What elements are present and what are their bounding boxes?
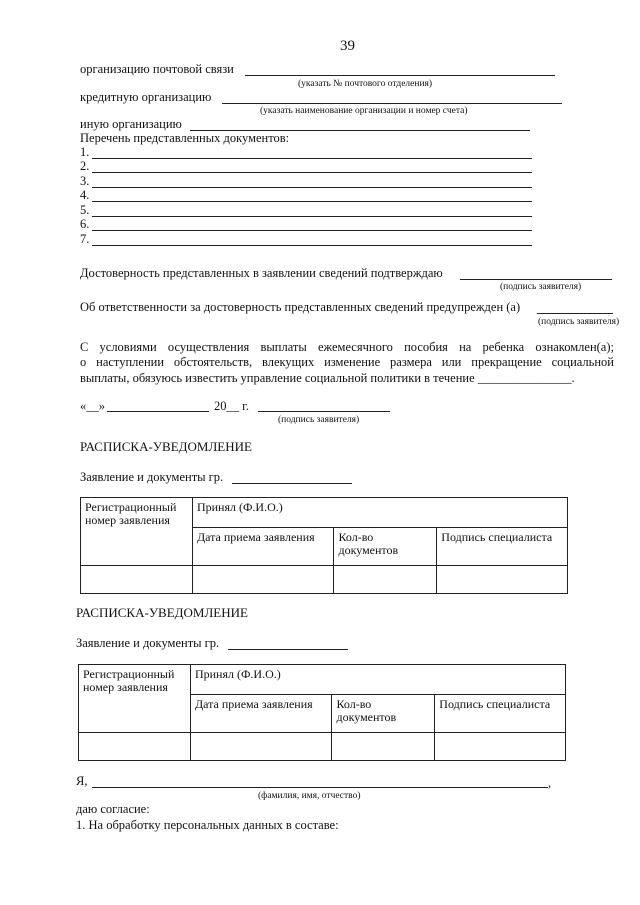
receipt-table (78, 664, 566, 761)
credit-org-caption: (указать наименование организации и номер счета) (260, 106, 468, 116)
credit-org-label: кредитную организацию (80, 90, 212, 104)
date-header: Дата приема заявления (192, 528, 334, 566)
doc-line-2[interactable] (92, 172, 532, 173)
list-item: 2. (80, 159, 90, 173)
receipt-docs-label: Заявление и документы гр. (80, 470, 224, 484)
list-item: 6. (80, 217, 90, 231)
conditions-line-2: о наступлении обстоятельств, влекущих изменение размера или прекращение социальной (80, 355, 614, 369)
list-item: 5. (80, 203, 90, 217)
other-org-label: иную организацию (80, 117, 182, 131)
conditions-line-3: выплаты, обязуюсь известить управление социальной политики в течение _______________. (80, 371, 575, 385)
doc-line-7[interactable] (92, 245, 532, 246)
reg-number-header: Регистрационный номер заявления (81, 498, 193, 566)
sign-cell[interactable] (435, 733, 566, 761)
date-signature-field[interactable] (258, 411, 390, 412)
responsibility-signature-field[interactable] (537, 313, 613, 314)
consent-item-1: 1. На обработку персональных данных в составе: (76, 818, 339, 832)
doc-line-1[interactable] (92, 158, 532, 159)
responsibility-text: Об ответственности за достоверность представленных сведений предупрежден (а) (80, 300, 521, 314)
confirm-text: Достоверность представленных в заявлении сведений подтверждаю (80, 266, 443, 280)
reg-number-header: Регистрационный номер заявления (79, 665, 191, 733)
sign-cell[interactable] (437, 566, 568, 594)
doc-line-5[interactable] (92, 216, 532, 217)
accepted-header: Принял (Ф.И.О.) (190, 665, 565, 695)
reg-number-cell[interactable] (81, 566, 193, 594)
confirm-signature-field[interactable] (460, 279, 612, 280)
conditions-line-1: С условиями осуществления выплаты ежемесячного пособия на ребенка ознакомлен(а); (80, 340, 614, 354)
date-cell[interactable] (192, 566, 334, 594)
sign-header: Подпись специалиста (437, 528, 568, 566)
date-month-field[interactable] (107, 411, 209, 412)
date-caption: (подпись заявителя) (278, 415, 360, 425)
sign-header: Подпись специалиста (435, 695, 566, 733)
credit-org-field[interactable] (222, 103, 562, 104)
responsibility-caption: (подпись заявителя) (538, 317, 620, 327)
receipt-table (80, 497, 568, 594)
list-item: 4. (80, 188, 90, 202)
list-item: 7. (80, 232, 90, 246)
post-org-label: организацию почтовой связи (80, 62, 234, 76)
post-org-field[interactable] (245, 75, 555, 76)
reg-number-cell[interactable] (79, 733, 191, 761)
receipt-heading: РАСПИСКА-УВЕДОМЛЕНИЕ (80, 439, 252, 454)
receipt-name-field[interactable] (232, 483, 352, 484)
list-item: 3. (80, 174, 90, 188)
receipt-heading: РАСПИСКА-УВЕДОМЛЕНИЕ (76, 605, 248, 620)
consent-caption: (фамилия, имя, отчество) (258, 791, 361, 801)
consent-ya: Я, (76, 774, 88, 788)
consent-give: даю согласие: (76, 802, 150, 816)
doc-line-6[interactable] (92, 230, 532, 231)
accepted-header: Принял (Ф.И.О.) (192, 498, 567, 528)
count-header: Кол-во документов (334, 528, 437, 566)
consent-comma: , (548, 776, 552, 790)
consent-fio-field[interactable] (92, 787, 548, 788)
count-cell[interactable] (334, 566, 437, 594)
date-header: Дата приема заявления (190, 695, 332, 733)
count-cell[interactable] (332, 733, 435, 761)
list-item: 1. (80, 145, 90, 159)
post-org-caption: (указать № почтового отделения) (298, 79, 433, 89)
date-cell[interactable] (190, 733, 332, 761)
receipt-name-field[interactable] (228, 649, 348, 650)
receipt-docs-label: Заявление и документы гр. (76, 636, 220, 650)
count-header: Кол-во документов (332, 695, 435, 733)
doc-line-3[interactable] (92, 187, 532, 188)
doc-line-4[interactable] (92, 201, 532, 202)
date-year: 20__ г. (214, 399, 249, 413)
docs-list-title: Перечень представленных документов: (80, 131, 290, 145)
page-number: 39 (340, 38, 355, 54)
confirm-caption: (подпись заявителя) (500, 282, 582, 292)
date-open: «__» (80, 399, 105, 413)
